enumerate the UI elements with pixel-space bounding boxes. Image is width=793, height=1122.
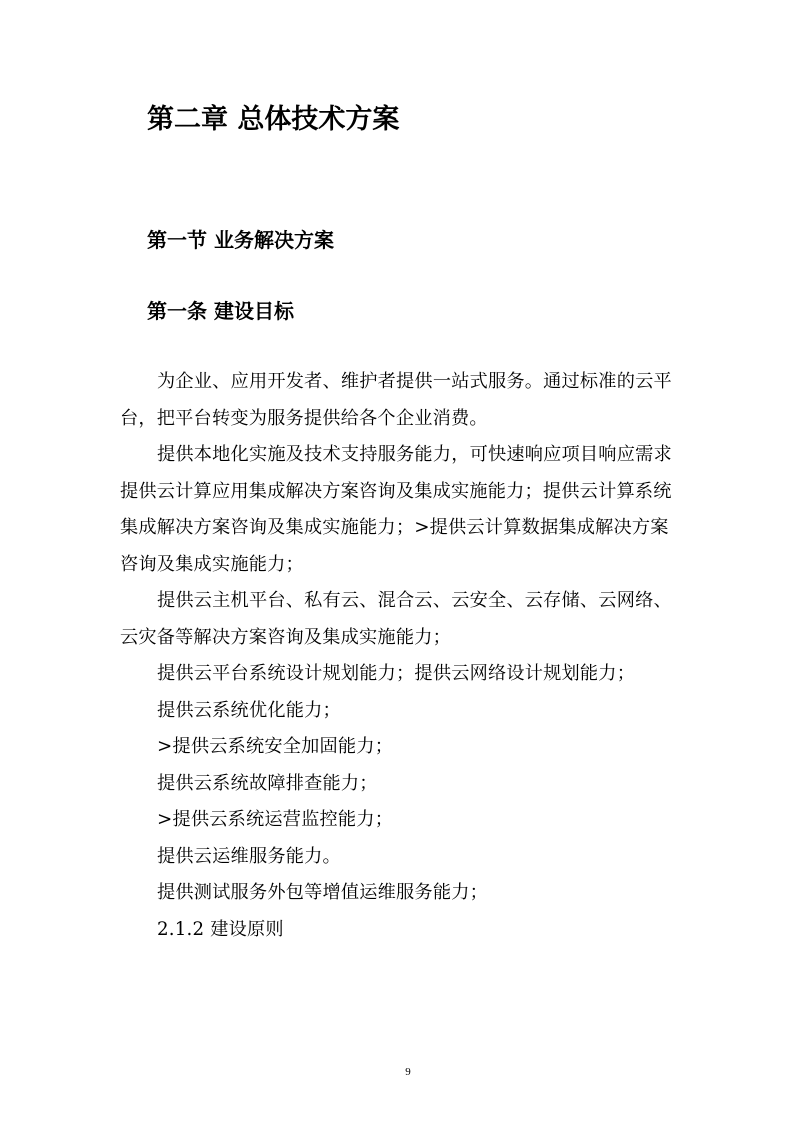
paragraph-ops-service: 提供云运维服务能力。 [157,845,341,867]
section-title: 第一节 业务解决方案 [147,228,334,252]
paragraph-troubleshooting: 提供云系统故障排查能力； [157,772,378,794]
page-number: 9 [405,1066,411,1078]
paragraph-security-hardening: >提供云系统安全加固能力； [157,736,394,757]
subsection-heading: 2.1.2 建设原则 [157,918,284,940]
paragraph-cloud-solutions: 提供云主机平台、私有云、混合云、云安全、云存储、云网络、云灾备等解决方案咨询及集成实施能力； [120,590,672,648]
chapter-title: 第二章 总体技术方案 [147,104,400,135]
article-title: 第一条 建设目标 [147,299,294,323]
paragraph-monitoring: >提供云系统运营监控能力； [157,809,394,830]
body-text [120,364,676,948]
paragraph-intro: 为企业、应用开发者、维护者提供一站式服务。通过标准的云平台，把平台转变为服务提供给各个企业消费。 [120,371,672,429]
paragraph-testing-outsourcing: 提供测试服务外包等增值运维服务能力； [157,882,488,903]
paragraph-localized-support: 提供本地化实施及技术支持服务能力，可快速响应项目响应需求提供云计算应用集成解决方案咨询及集成实施能力；提供云计算系统集成解决方案咨询及集成实施能力；>提供云计算数据集成解决方案咨询及集成实施能力； [120,444,672,575]
paragraph-optimization: 提供云系统优化能力； [157,699,341,721]
paragraph-design-planning: 提供云平台系统设计规划能力；提供云网络设计规划能力； [157,663,636,684]
